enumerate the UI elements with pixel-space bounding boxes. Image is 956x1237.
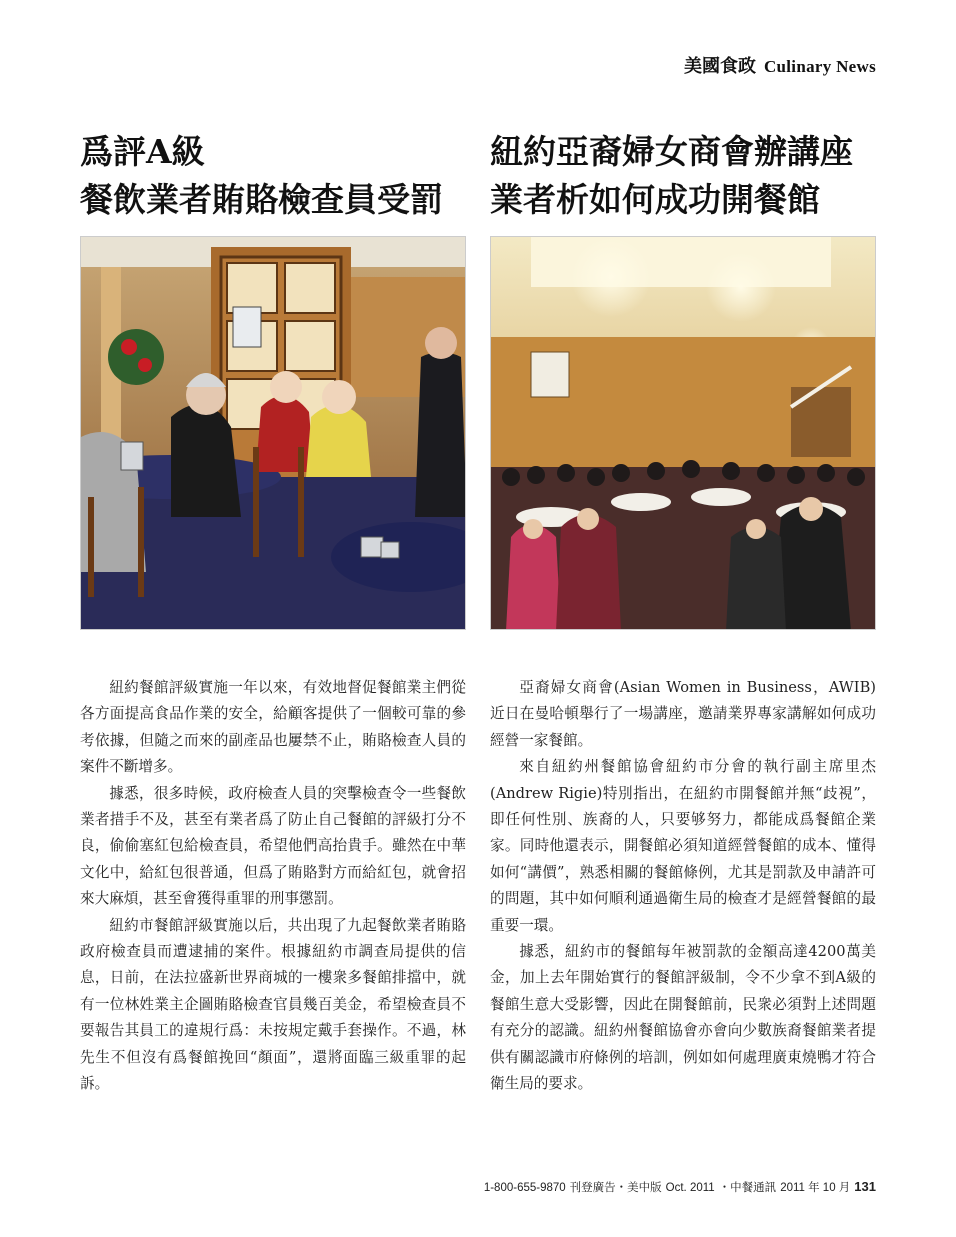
footer-phone: 1-800-655-9870 (483, 1182, 566, 1194)
article-right-body (490, 675, 876, 1098)
title-line: 紐約亞裔婦女商會辦講座 (490, 132, 853, 171)
article-left (80, 0, 466, 1237)
paragraph: 亞裔婦女商會(Asian Women in Business，AWIB)近日在曼哈頓舉行了一場講座，邀請業界專家講解如何成功經營一家餐館。 (490, 679, 876, 749)
paragraph: 據悉，紐約市的餐館每年被罰款的金額高達4200萬美金，加上去年開始實行的餐館評級制，令不少拿不到A級的餐館生意大受影響，因此在開餐館前，民衆必須對上述問題有充分的認識。紐約州餐館協會亦會向少數族裔餐館業者提供有關認識市府條例的培訓，例如如何處理廣東燒鴨才符合衛生局的要求。 (490, 943, 876, 1093)
section-category: 美國食政 (683, 56, 756, 77)
footer-magazine: ・中餐通訊 (718, 1182, 777, 1194)
footer-ad-text: 刊登廣告・美中版 (569, 1182, 662, 1194)
page-footer (484, 1179, 876, 1195)
restaurant-meeting-photo (80, 236, 466, 630)
paragraph: 據悉，很多時候，政府檢查人員的突擊檢查令一些餐飲業者措手不及，甚至有業者爲了防止自己餐館的評級打分不良，偷偷塞紅包給檢查員，希望他們高抬貴手。雖然在中華文化中，給紅包很普通，但爲了賄賂對方而給紅包，就會招來大麻煩，甚至會獲得重罪的刑事懲罰。 (80, 784, 466, 908)
banquet-hall-photo (490, 236, 876, 630)
article-left-title (80, 128, 443, 224)
title-line: 爲評A級 (80, 132, 205, 171)
article-right-title (490, 128, 853, 224)
paragraph: 紐約餐館評級實施一年以來，有效地督促餐館業主們從各方面提高食品作業的安全，給顧客提供了一個較可靠的參考依據，但隨之而來的副產品也屢禁不止，賄賂檢查人員的案件不斷增多。 (80, 679, 466, 776)
paragraph: 來自紐約州餐館協會紐約市分會的執行副主席里杰(Andrew Rigie)特別指出，在紐約市開餐館并無“歧視”，即任何性別、族裔的人，只要够努力，都能成爲餐館企業家。同時他還表示，開餐館必須知道經營餐館的成本、懂得如何“講價”，熟悉相關的餐館條例，尤其是罰款及申請許可的問題，其中如何順利通過衛生局的檢查才是經營餐館的最重要一環。 (490, 758, 876, 934)
section-category-en: Culinary News (763, 57, 876, 76)
article-right (490, 0, 876, 1237)
page-number: 131 (854, 1179, 876, 1194)
title-line: 餐飲業者賄賂檢查員受罰 (80, 180, 443, 219)
footer-issue-zh: 2011 年 10 月 (780, 1182, 851, 1194)
paragraph: 紐約市餐館評級實施以后，共出現了九起餐飲業者賄賂政府檢查員而遭逮捕的案件。根據紐約市調查局提供的信息，日前，在法拉盛新世界商城的一樓衆多餐館排擋中，就有一位林姓業主企圖賄賂檢查官員幾百美金，希望檢查員不要報告其員工的違規行爲：未按規定戴手套操作。不過，林先生不但沒有爲餐館挽回“顏面”，還將面臨三級重罪的起訴。 (80, 916, 466, 1093)
article-left-body (80, 675, 466, 1098)
footer-issue-en: Oct. 2011 (665, 1182, 715, 1194)
title-line: 業者析如何成功開餐館 (490, 180, 820, 219)
